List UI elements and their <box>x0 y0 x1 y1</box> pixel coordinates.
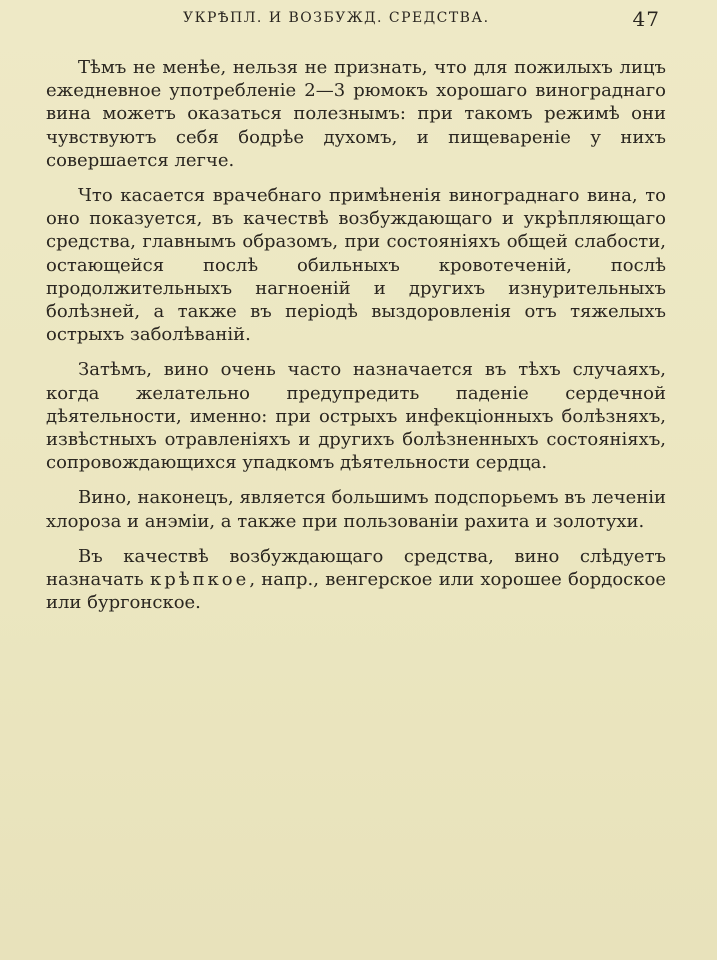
paragraph-5 <box>46 545 666 615</box>
running-head: УКРѢПЛ. И ВОЗБУЖД. СРЕДСТВА. <box>183 10 490 26</box>
paragraph-3: Затѣмъ, вино очень часто назначается въ тѣхъ случаяхъ, когда желательно предупредить паденіе сердечной дѣятельности, именно: при острыхъ инфекціонныхъ болѣзняхъ, извѣстныхъ отравленіяхъ и другихъ болѣзненныхъ состояніяхъ, сопровождающихся упадкомъ дѣятельности сердца. <box>46 359 666 474</box>
body-text <box>46 56 666 626</box>
paragraph-5-start: Въ качествѣ возбуждающаго средства, вино слѣдуетъ назначать <box>46 545 666 591</box>
paragraph-2: Что касается врачебнаго примѣненія винограднаго вина, то оно показуется, въ качествѣ возбуждающаго и укрѣпляющаго средства, главнымъ образомъ, при состояніяхъ общей слабости, остающейся послѣ обильныхъ кровотеченій, послѣ продолжительныхъ нагноеній и другихъ изнурительныхъ болѣзней, а также въ періодѣ выздоровленія отъ тяжелыхъ острыхъ заболѣваній. <box>46 185 666 346</box>
paragraph-4: Вино, наконецъ, является большимъ подспорьемъ въ леченіи хлороза и анэміи, а также при пользованіи рахита и золотухи. <box>46 487 666 532</box>
paragraph-1: Тѣмъ не менѣе, нельзя не признать, что для пожилыхъ лицъ ежедневное употребленіе 2—3 рюмокъ хорошаго винограднаго вина можетъ оказаться полезнымъ: при такомъ режимѣ они чувствуютъ себя бодрѣе духомъ, и пищевареніе у нихъ совершается легче. <box>46 57 666 171</box>
page-number: 47 <box>632 7 660 31</box>
emphasis-word: крѣпкое <box>149 569 250 591</box>
paragraph-5-end: , напр., венгерское или хорошее бордоское или бургонское. <box>46 569 666 614</box>
